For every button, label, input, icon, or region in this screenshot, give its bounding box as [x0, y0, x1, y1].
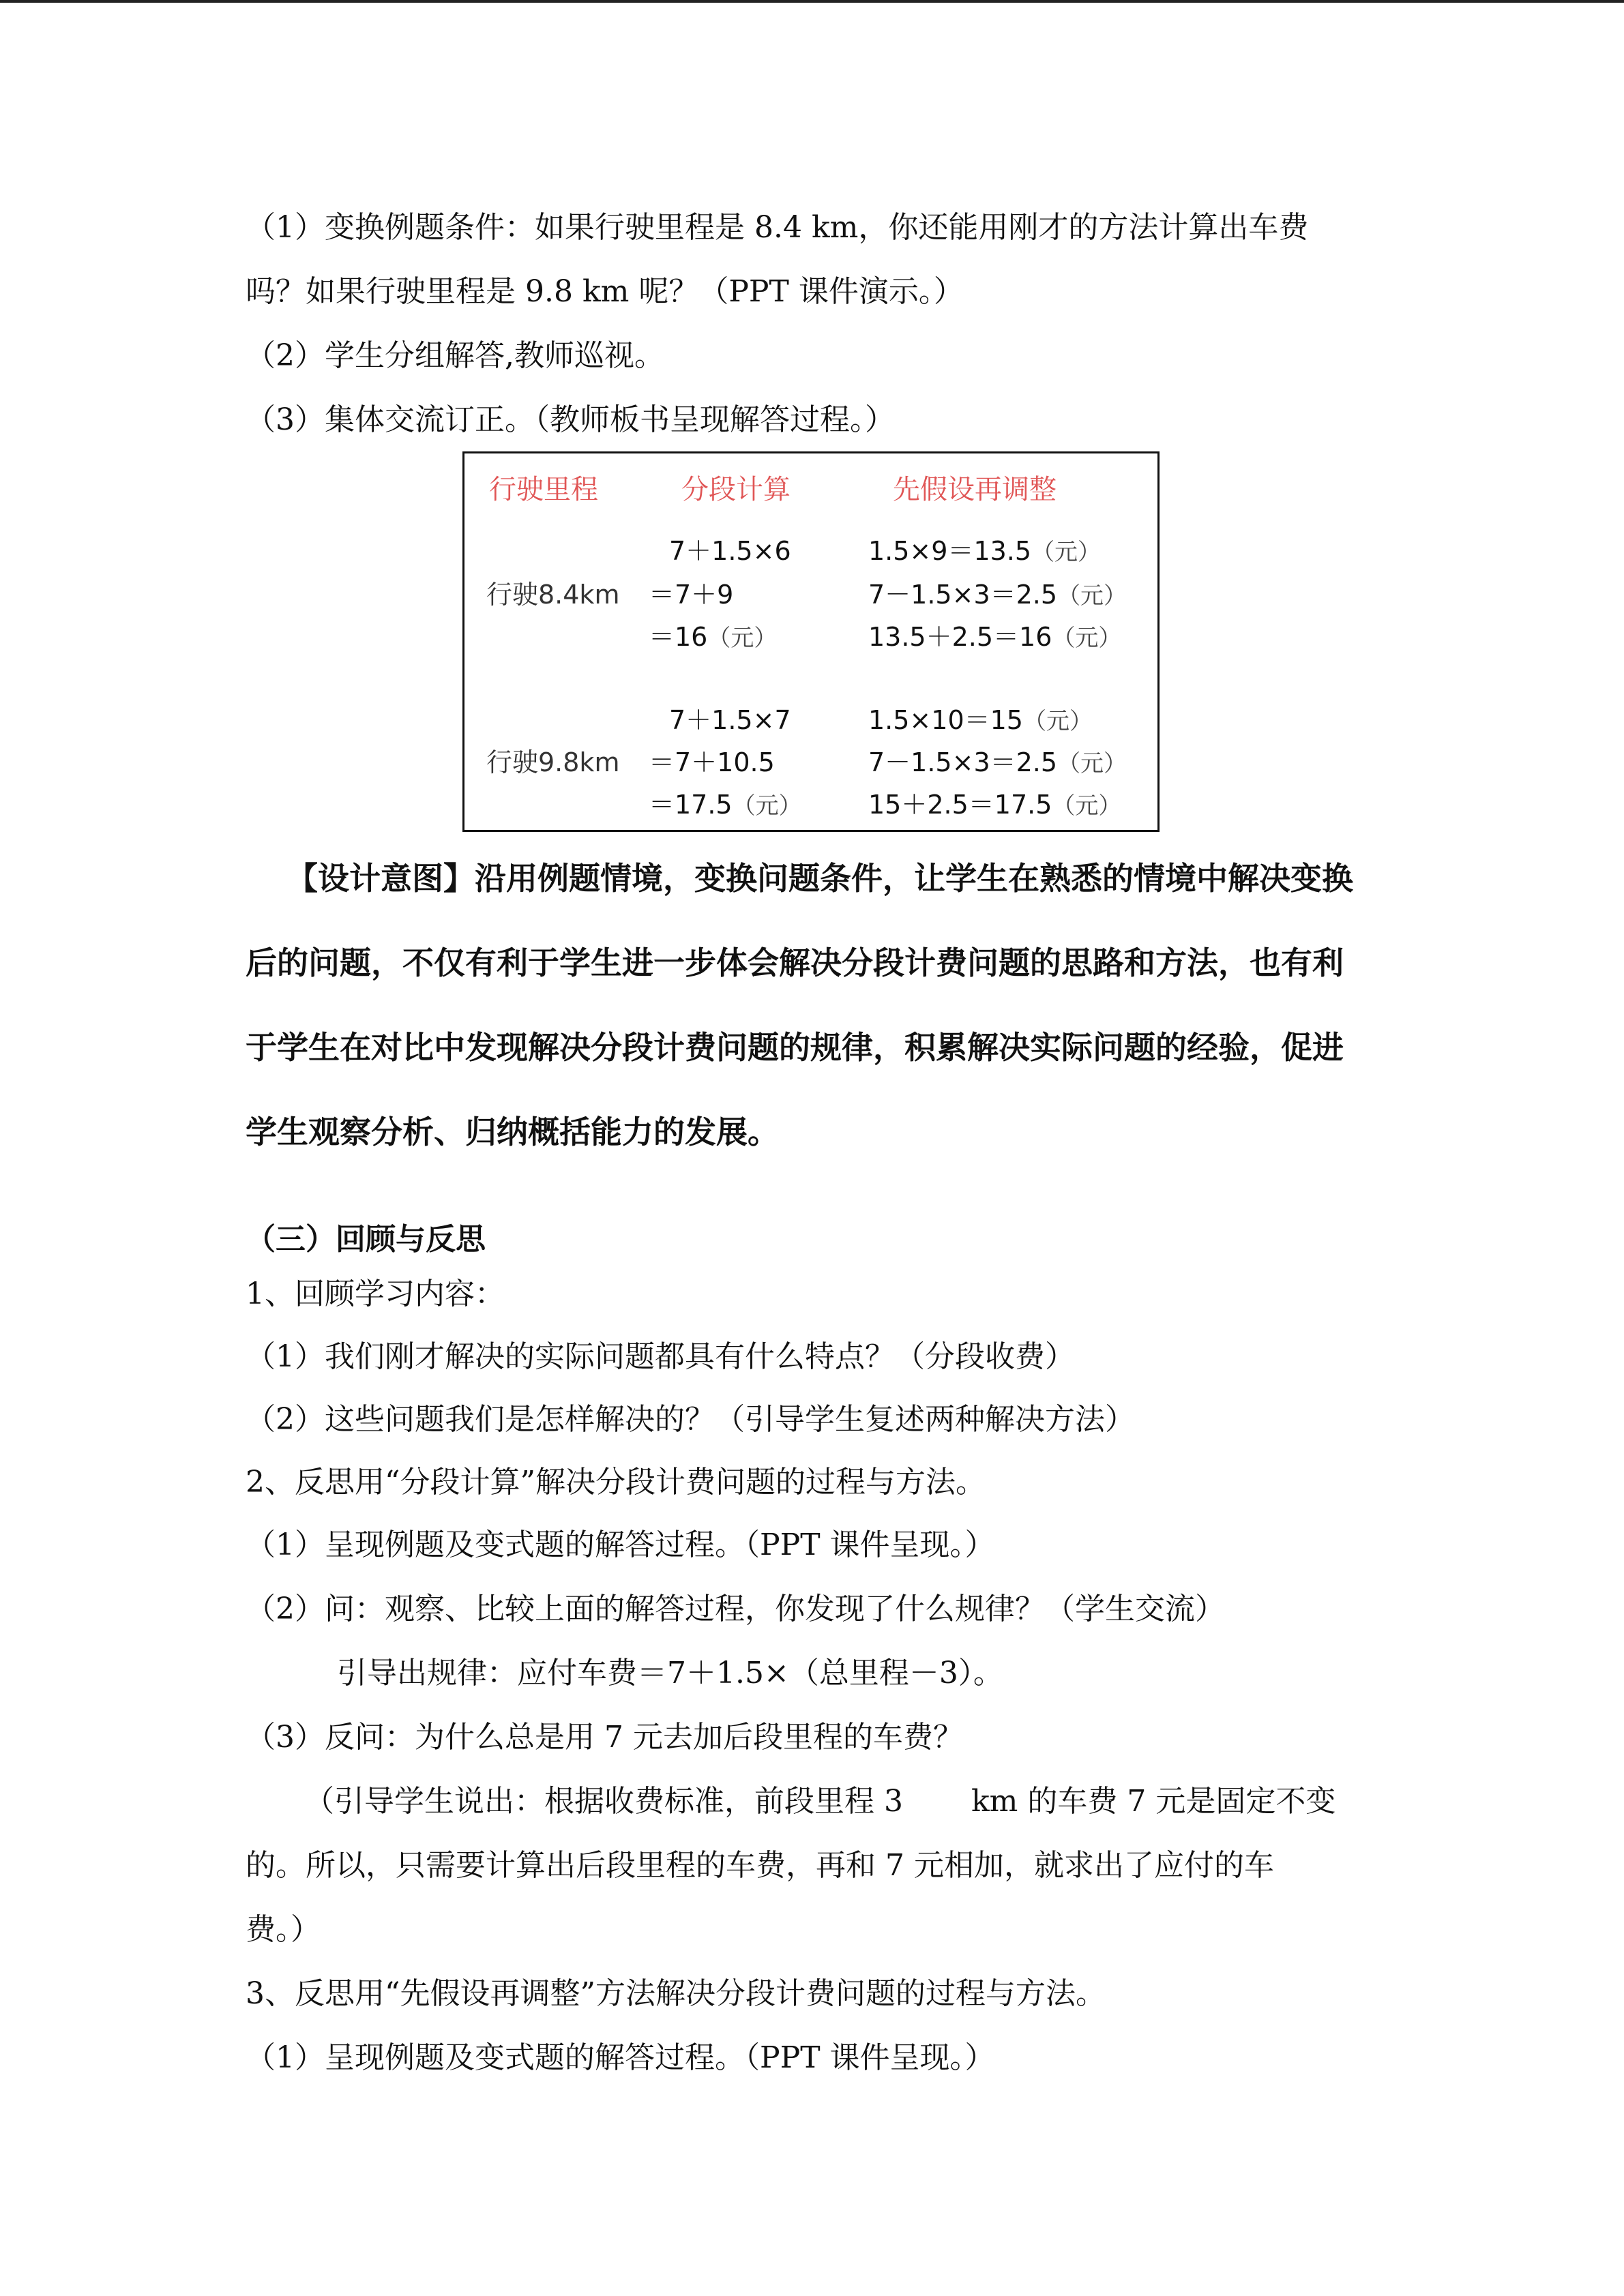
paragraph-line: （2）学生分组解答,教师巡视。	[246, 338, 664, 373]
paragraph-line: （1）呈现例题及变式题的解答过程。（PPT 课件呈现。）	[246, 1527, 995, 1562]
paragraph-line: （3）集体交流订正。（教师板书呈现解答过程。）	[246, 402, 895, 437]
paragraph-line: （2）问：观察、比较上面的解答过程，你发现了什么规律？（学生交流）	[246, 1592, 1225, 1626]
paragraph-line: 2、反思用“分段计算”解决分段计费问题的过程与方法。	[246, 1465, 986, 1500]
table-header: 行驶里程	[489, 474, 598, 505]
design-intent-line: 学生观察分析、归纳概括能力的发展。	[246, 1114, 779, 1150]
adjust-calc-line: 7－1.5×3＝2.5（元）	[868, 747, 1127, 777]
table-header: 分段计算	[681, 474, 791, 505]
row-label: 行驶9.8km	[486, 747, 620, 777]
paragraph-line: （3）反问：为什么总是用 7 元去加后段里程的车费？	[246, 1720, 963, 1755]
segment-calc-line: ＝16（元）	[649, 622, 778, 652]
paragraph-line: 吗？如果行驶里程是 9.8 km 呢？（PPT 课件演示。）	[246, 274, 964, 309]
paragraph-line: 引导出规律：应付车费＝7＋1.5×（总里程－3）。	[337, 1656, 1003, 1690]
table-header: 先假设再调整	[893, 474, 1057, 505]
page-top-border	[0, 0, 1624, 3]
segment-calc-line: 7＋1.5×6	[669, 536, 791, 566]
paragraph-line: （1）我们刚才解决的实际问题都具有什么特点？（分段收费）	[246, 1339, 1075, 1374]
paragraph-line: 3、反思用“先假设再调整”方法解决分段计费问题的过程与方法。	[246, 1976, 1106, 2011]
row-label: 行驶8.4km	[486, 580, 620, 610]
paragraph-line: 费。）	[246, 1912, 321, 1947]
section-title: （三）回顾与反思	[246, 1222, 486, 1257]
segment-calc-line: 7＋1.5×7	[669, 705, 791, 735]
paragraph-line: 的。所以，只需要计算出后段里程的车费，再和 7 元相加，就求出了应付的车	[246, 1848, 1274, 1883]
paragraph-line: （1）呈现例题及变式题的解答过程。（PPT 课件呈现。）	[246, 2040, 995, 2075]
adjust-calc-line: 1.5×10＝15（元）	[868, 705, 1093, 735]
solution-table	[462, 451, 1160, 832]
paragraph-line: 1、回顾学习内容：	[246, 1277, 505, 1311]
segment-calc-line: ＝17.5（元）	[649, 790, 802, 820]
paragraph-line: （引导学生说出：根据收费标准，前段里程 3 km 的车费 7 元是固定不变	[304, 1784, 1336, 1819]
adjust-calc-line: 15＋2.5＝17.5（元）	[868, 790, 1122, 820]
segment-calc-line: ＝7＋10.5	[649, 747, 775, 777]
design-intent-line: 【设计意图】沿用例题情境，变换问题条件，让学生在熟悉的情境中解决变换	[286, 860, 1353, 897]
paragraph-line: （2）这些问题我们是怎样解决的？（引导学生复述两种解决方法）	[246, 1402, 1135, 1437]
design-intent-line: 于学生在对比中发现解决分段计费问题的规律，积累解决实际问题的经验，促进	[246, 1029, 1344, 1066]
adjust-calc-line: 13.5＋2.5＝16（元）	[868, 622, 1122, 652]
segment-calc-line: ＝7＋9	[649, 580, 734, 610]
adjust-calc-line: 1.5×9＝13.5（元）	[868, 536, 1102, 566]
design-intent-line: 后的问题，不仅有利于学生进一步体会解决分段计费问题的思路和方法，也有利	[246, 944, 1344, 981]
adjust-calc-line: 7－1.5×3＝2.5（元）	[868, 580, 1127, 610]
paragraph-line: （1）变换例题条件：如果行驶里程是 8.4 km，你还能用刚才的方法计算出车费	[246, 210, 1309, 245]
